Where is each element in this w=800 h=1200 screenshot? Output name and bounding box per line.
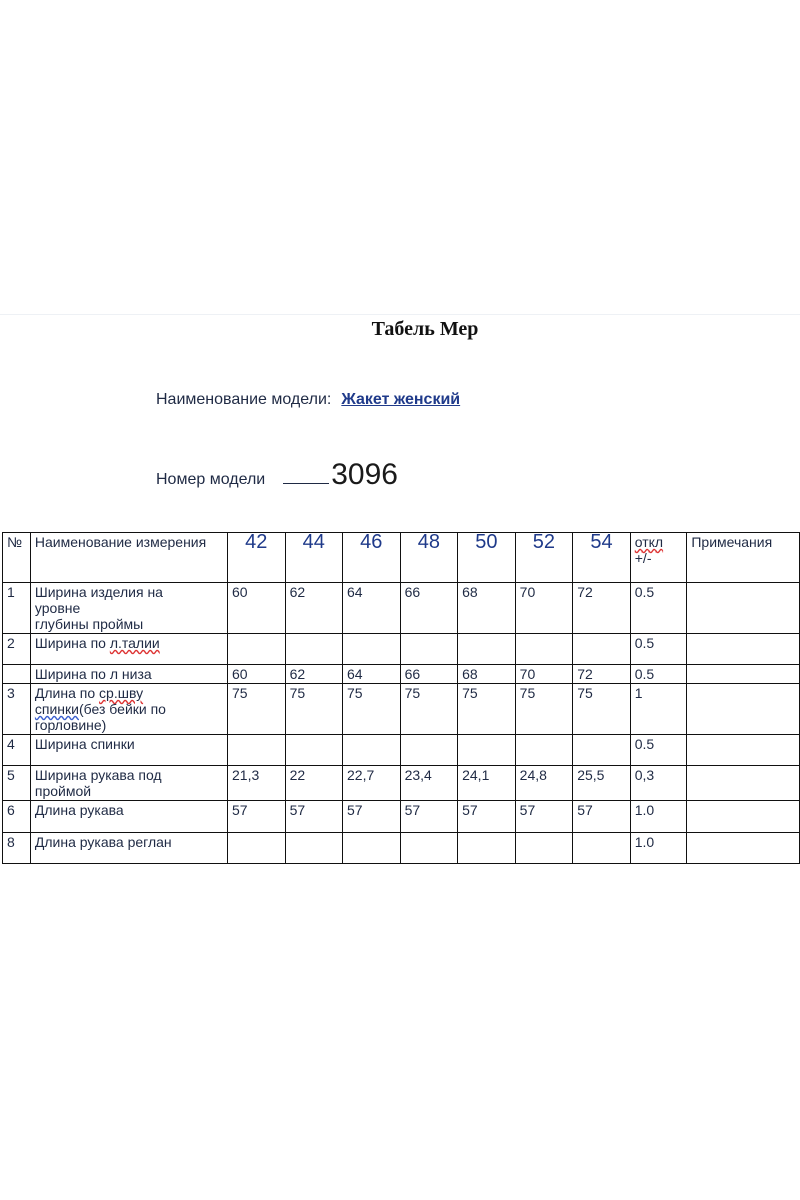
- table-row: [3, 735, 800, 766]
- row-value: 23,4: [400, 766, 458, 801]
- row-value: 24,8: [515, 766, 573, 801]
- row-value: [515, 735, 573, 766]
- row-value: [573, 833, 631, 864]
- row-value: [573, 634, 631, 665]
- row-deviation: 0.5: [630, 735, 687, 766]
- row-note: [687, 684, 800, 735]
- row-name-part: спинки: [34, 701, 79, 717]
- row-value: 60: [228, 583, 286, 634]
- model-number-label: Номер модели: [156, 471, 266, 488]
- row-value: 57: [343, 801, 401, 833]
- row-value: [343, 735, 401, 766]
- row-value: 75: [285, 684, 342, 735]
- row-value: [400, 833, 458, 864]
- table-header-row: [3, 533, 800, 583]
- row-value: [285, 634, 342, 665]
- table-row: [3, 583, 800, 634]
- row-value: 75: [343, 684, 401, 735]
- row-value: 72: [573, 665, 631, 684]
- row-name-part: Длина по: [34, 685, 100, 701]
- row-value: 62: [285, 665, 342, 684]
- row-value: [228, 735, 286, 766]
- model-number-value: 3096: [331, 458, 398, 491]
- row-num: [3, 665, 31, 684]
- row-num: 5: [3, 766, 31, 801]
- table-row: [3, 684, 800, 735]
- row-value: 75: [228, 684, 286, 735]
- header-size: 48: [400, 533, 458, 583]
- row-value: 64: [343, 665, 401, 684]
- row-name-line: Ширина изделия на: [34, 584, 163, 600]
- row-name: [30, 634, 227, 665]
- row-value: [228, 634, 286, 665]
- row-value: [515, 634, 573, 665]
- row-name-line: Ширина рукава под: [34, 767, 162, 783]
- row-note: [687, 665, 800, 684]
- row-value: 24,1: [458, 766, 516, 801]
- row-value: 68: [458, 583, 516, 634]
- separator-line: [0, 314, 800, 315]
- row-value: 62: [285, 583, 342, 634]
- header-deviation-line2: +/-: [634, 550, 652, 566]
- row-num: 6: [3, 801, 31, 833]
- header-name: Наименование измерения: [30, 533, 227, 583]
- row-deviation: 1.0: [630, 833, 687, 864]
- row-name: [30, 766, 227, 801]
- row-name-part: л.талии: [109, 635, 160, 651]
- row-name: Длина рукава: [30, 801, 227, 833]
- table-row: [3, 766, 800, 801]
- row-deviation: 0,3: [630, 766, 687, 801]
- row-name: [30, 583, 227, 634]
- row-note: [687, 833, 800, 864]
- row-value: 25,5: [573, 766, 631, 801]
- row-name-part: горловине): [34, 717, 107, 733]
- row-value: 68: [458, 665, 516, 684]
- row-value: 57: [228, 801, 286, 833]
- row-value: 21,3: [228, 766, 286, 801]
- row-num: 3: [3, 684, 31, 735]
- header-deviation-line1: откл: [634, 534, 664, 550]
- row-value: [228, 833, 286, 864]
- row-value: [458, 735, 516, 766]
- header-size: 50: [458, 533, 516, 583]
- row-note: [687, 735, 800, 766]
- row-value: [400, 735, 458, 766]
- header-size: 54: [573, 533, 631, 583]
- row-deviation: 1.0: [630, 801, 687, 833]
- row-name: Ширина по л низа: [30, 665, 227, 684]
- row-num: 1: [3, 583, 31, 634]
- model-name-label: Наименование модели:: [156, 391, 332, 408]
- row-name-part: Ширина по: [34, 635, 110, 651]
- row-value: 66: [400, 583, 458, 634]
- header-deviation: [630, 533, 687, 583]
- row-value: 64: [343, 583, 401, 634]
- table-row: [3, 665, 800, 684]
- row-name-line: проймой: [34, 783, 92, 799]
- row-name-line: уровне: [34, 600, 81, 616]
- row-value: [573, 735, 631, 766]
- row-num: 2: [3, 634, 31, 665]
- header-size: 46: [343, 533, 401, 583]
- row-deviation: 0.5: [630, 634, 687, 665]
- row-value: [458, 833, 516, 864]
- row-value: [515, 833, 573, 864]
- row-value: 72: [573, 583, 631, 634]
- row-deviation: 0.5: [630, 583, 687, 634]
- row-value: [400, 634, 458, 665]
- row-value: [343, 634, 401, 665]
- model-number-row: [156, 458, 398, 492]
- row-value: [343, 833, 401, 864]
- row-value: 75: [515, 684, 573, 735]
- table-row: [3, 801, 800, 833]
- row-note: [687, 801, 800, 833]
- row-value: 66: [400, 665, 458, 684]
- row-value: [458, 634, 516, 665]
- row-note: [687, 766, 800, 801]
- row-name-part: (без бейки по: [78, 701, 166, 717]
- table-row: [3, 833, 800, 864]
- row-value: 57: [400, 801, 458, 833]
- row-value: 57: [285, 801, 342, 833]
- row-value: [285, 833, 342, 864]
- row-value: 22: [285, 766, 342, 801]
- measurement-table: [2, 532, 800, 864]
- row-value: 75: [573, 684, 631, 735]
- model-name-value: Жакет женский: [341, 391, 461, 408]
- row-num: 4: [3, 735, 31, 766]
- row-note: [687, 583, 800, 634]
- row-name-line: глубины проймы: [34, 616, 144, 632]
- document-title: Табель Мер: [371, 318, 479, 340]
- row-value: 70: [515, 665, 573, 684]
- header-size: 44: [285, 533, 342, 583]
- row-value: 57: [458, 801, 516, 833]
- row-deviation: 1: [630, 684, 687, 735]
- header-size: 52: [515, 533, 573, 583]
- row-value: 57: [515, 801, 573, 833]
- table-row: [3, 634, 800, 665]
- row-name: Ширина спинки: [30, 735, 227, 766]
- row-name-part: ср.шву: [99, 685, 144, 701]
- row-value: 57: [573, 801, 631, 833]
- row-value: 60: [228, 665, 286, 684]
- model-name-row: [156, 391, 460, 409]
- model-number-blank-line: [283, 483, 329, 484]
- header-num: №: [3, 533, 31, 583]
- row-deviation: 0.5: [630, 665, 687, 684]
- row-value: 70: [515, 583, 573, 634]
- row-name: Длина рукава реглан: [30, 833, 227, 864]
- row-value: 75: [400, 684, 458, 735]
- row-note: [687, 634, 800, 665]
- row-value: [285, 735, 342, 766]
- header-size: 42: [228, 533, 286, 583]
- row-value: 22,7: [343, 766, 401, 801]
- row-name: [30, 684, 227, 735]
- header-notes: Примечания: [687, 533, 800, 583]
- row-value: 75: [458, 684, 516, 735]
- row-num: 8: [3, 833, 31, 864]
